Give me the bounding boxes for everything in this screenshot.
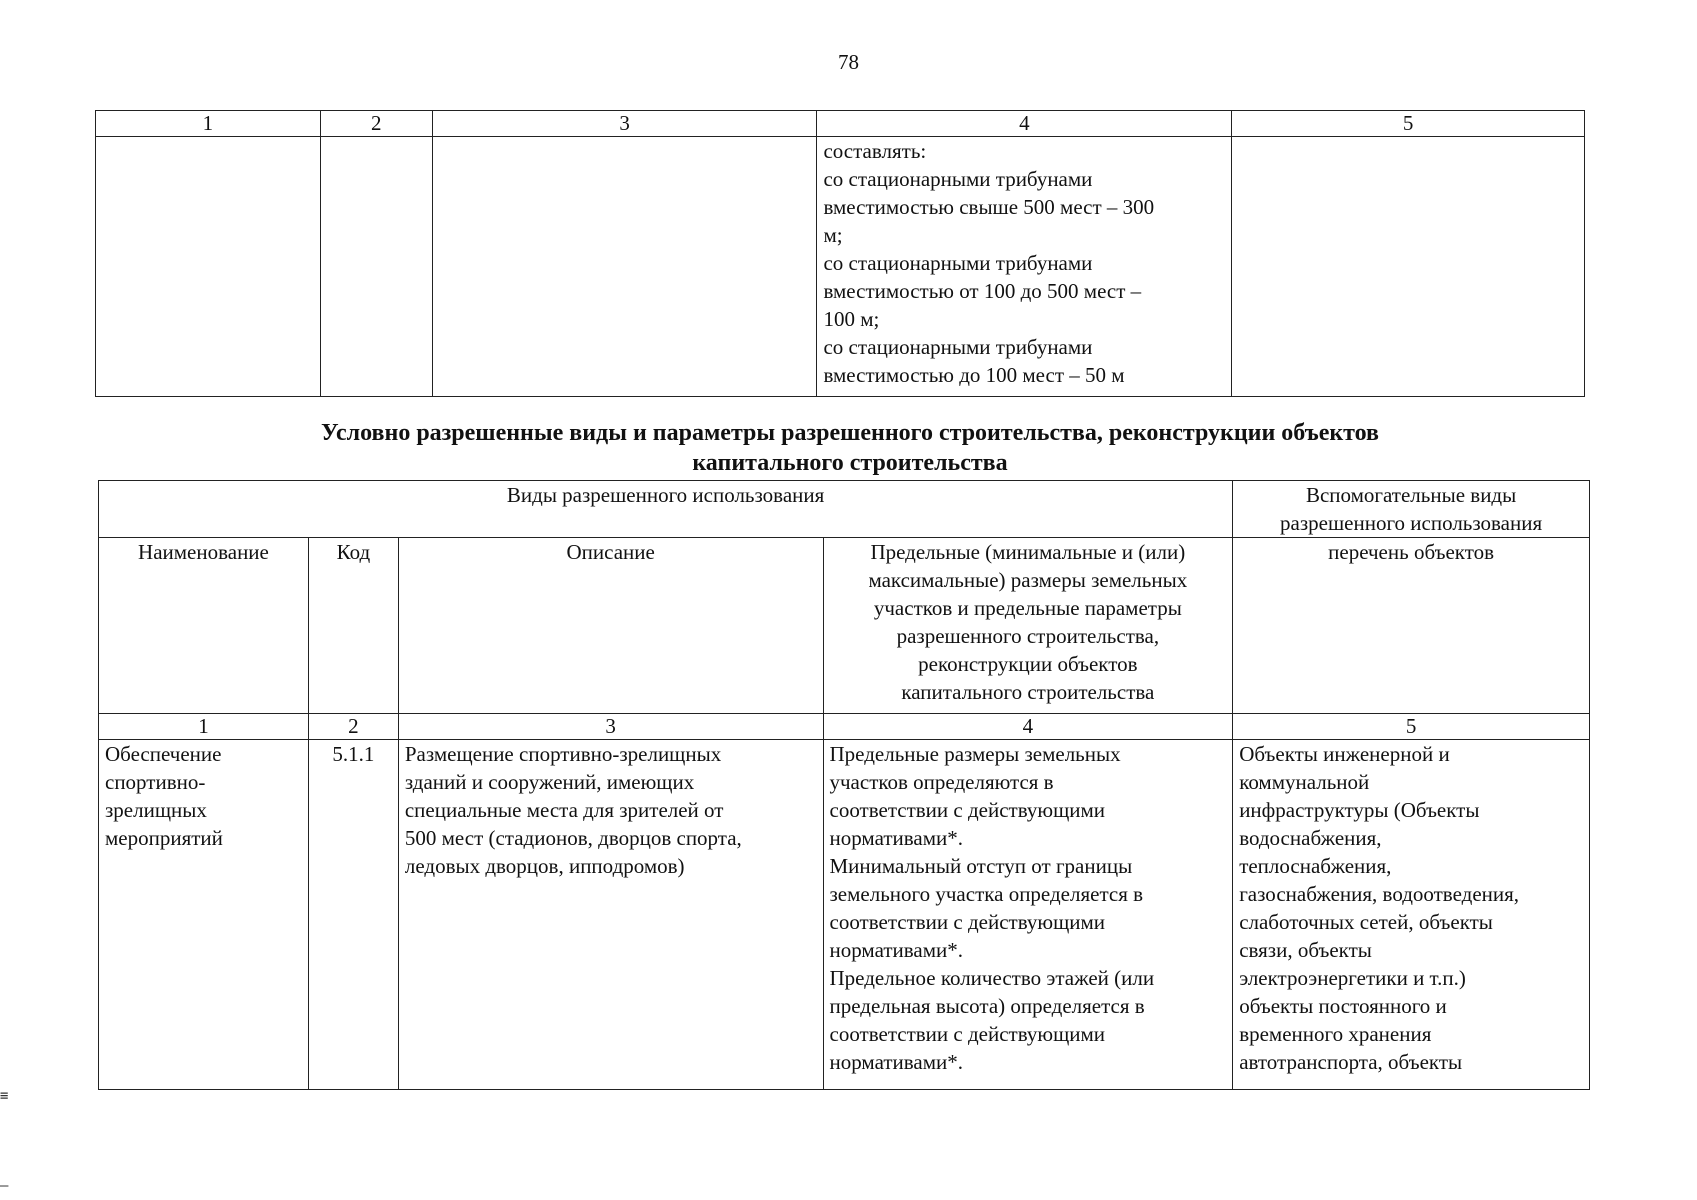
text-line: со стационарными трибунами: [823, 166, 1093, 191]
margin-mark: ≡: [0, 1088, 9, 1104]
text-line: Размещение спортивно-зрелищных: [404, 741, 722, 766]
header-params-line: разрешенного строительства,: [896, 624, 1160, 648]
conditional-use-table: [98, 480, 1590, 1090]
text-line: соответствии с действующими: [829, 909, 1106, 934]
cell-code: 5.1.1: [308, 739, 398, 1089]
text-line: 500 мест (стадионов, дворцов спорта,: [404, 825, 742, 850]
text-line: предельная высота) определяется в: [829, 993, 1145, 1018]
text-line: вместимостью до 100 мест – 50 м: [823, 362, 1125, 387]
group-header-row: [99, 481, 1590, 538]
text-line: Предельные размеры земельных: [829, 741, 1121, 766]
header-description: Описание: [398, 538, 823, 714]
cell-col5: [1232, 136, 1585, 396]
section-title-line-1: Условно разрешенные виды и параметры разрешенного строительства, реконструкции объектов: [320, 420, 1380, 446]
cell-name: [99, 739, 309, 1089]
text-line: соответствии с действующими: [829, 797, 1106, 822]
text-line: водоснабжения,: [1239, 825, 1382, 850]
text-line: со стационарными трибунами: [823, 334, 1093, 359]
col-number-2: 2: [308, 713, 398, 739]
column-number-row: [99, 713, 1590, 739]
col-number-3: 3: [398, 713, 823, 739]
text-line: теплоснабжения,: [1239, 853, 1392, 878]
header-params: [823, 538, 1233, 714]
section-title: [180, 418, 1520, 478]
aux-header-line-1: Вспомогательные виды: [1305, 483, 1517, 507]
text-line: 100 м;: [823, 306, 880, 331]
text-line: спортивно-: [105, 769, 206, 794]
header-params-line: максимальные) размеры земельных: [868, 568, 1188, 592]
column-number-row: [96, 111, 1585, 137]
section-title-line-2: капитального строительства: [692, 450, 1008, 476]
text-line: составлять:: [823, 138, 927, 163]
cell-col2: [320, 136, 432, 396]
text-line: коммунальной: [1239, 769, 1370, 794]
table-row: [99, 739, 1590, 1089]
header-objects: перечень объектов: [1233, 538, 1590, 714]
cell-col4-distances: [817, 136, 1232, 396]
text-line: Минимальный отступ от границы: [829, 853, 1133, 878]
text-line: временного хранения: [1239, 1021, 1432, 1046]
continuation-table: [95, 110, 1585, 397]
text-line: нормативами*.: [829, 1049, 963, 1074]
header-params-line: реконструкции объектов: [918, 652, 1138, 676]
col-number-4: 4: [823, 713, 1233, 739]
text-line: Предельное количество этажей (или: [829, 965, 1155, 990]
text-line: Обеспечение: [105, 741, 222, 766]
page-number: 78: [838, 50, 859, 74]
text-line: инфраструктуры (Объекты: [1239, 797, 1480, 822]
header-params-line: капитального строительства: [901, 680, 1155, 704]
text-line: соответствии с действующими: [829, 1021, 1106, 1046]
group-header: Виды разрешенного использования: [99, 481, 1233, 538]
header-params-line: Предельные (минимальные и (или): [870, 540, 1186, 564]
text-line: электроэнергетики и т.п.): [1239, 965, 1466, 990]
text-line: м;: [823, 222, 843, 247]
text-line: мероприятий: [105, 825, 223, 850]
text-line: вместимостью от 100 до 500 мест –: [823, 278, 1142, 303]
text-line: зрелищных: [105, 797, 207, 822]
header-name: Наименование: [99, 538, 309, 714]
text-line: нормативами*.: [829, 937, 963, 962]
cell-col1: [96, 136, 321, 396]
col-number-4: 4: [817, 111, 1232, 137]
text-line: слаботочных сетей, объекты: [1239, 909, 1493, 934]
text-line: объекты постоянного и: [1239, 993, 1447, 1018]
col-number-1: 1: [99, 713, 309, 739]
text-line: вместимостью свыше 500 мест – 300: [823, 194, 1155, 219]
text-line: Объекты инженерной и: [1239, 741, 1450, 766]
text-line: автотранспорта, объекты: [1239, 1049, 1463, 1074]
text-line: связи, объекты: [1239, 937, 1372, 962]
text-line: нормативами*.: [829, 825, 963, 850]
text-line: газоснабжения, водоотведения,: [1239, 881, 1520, 906]
header-code: Код: [308, 538, 398, 714]
column-header-row: [99, 538, 1590, 714]
col-number-1: 1: [96, 111, 321, 137]
cell-description: [398, 739, 823, 1089]
header-params-line: участков и предельные параметры: [873, 596, 1182, 620]
cell-col3: [432, 136, 817, 396]
table-row: [96, 136, 1585, 396]
text-line: специальные места для зрителей от: [404, 797, 724, 822]
aux-header: [1233, 481, 1590, 538]
text-line: со стационарными трибунами: [823, 250, 1093, 275]
col-number-3: 3: [432, 111, 817, 137]
cell-objects: [1233, 739, 1590, 1089]
text-line: ледовых дворцов, ипподромов): [404, 853, 685, 878]
col-number-2: 2: [320, 111, 432, 137]
margin-mark: –: [0, 1178, 9, 1194]
text-line: участков определяются в: [829, 769, 1054, 794]
aux-header-line-2: разрешенного использования: [1280, 511, 1543, 535]
text-line: зданий и сооружений, имеющих: [404, 769, 695, 794]
cell-params: [823, 739, 1233, 1089]
col-number-5: 5: [1233, 713, 1590, 739]
col-number-5: 5: [1232, 111, 1585, 137]
text-line: земельного участка определяется в: [829, 881, 1144, 906]
